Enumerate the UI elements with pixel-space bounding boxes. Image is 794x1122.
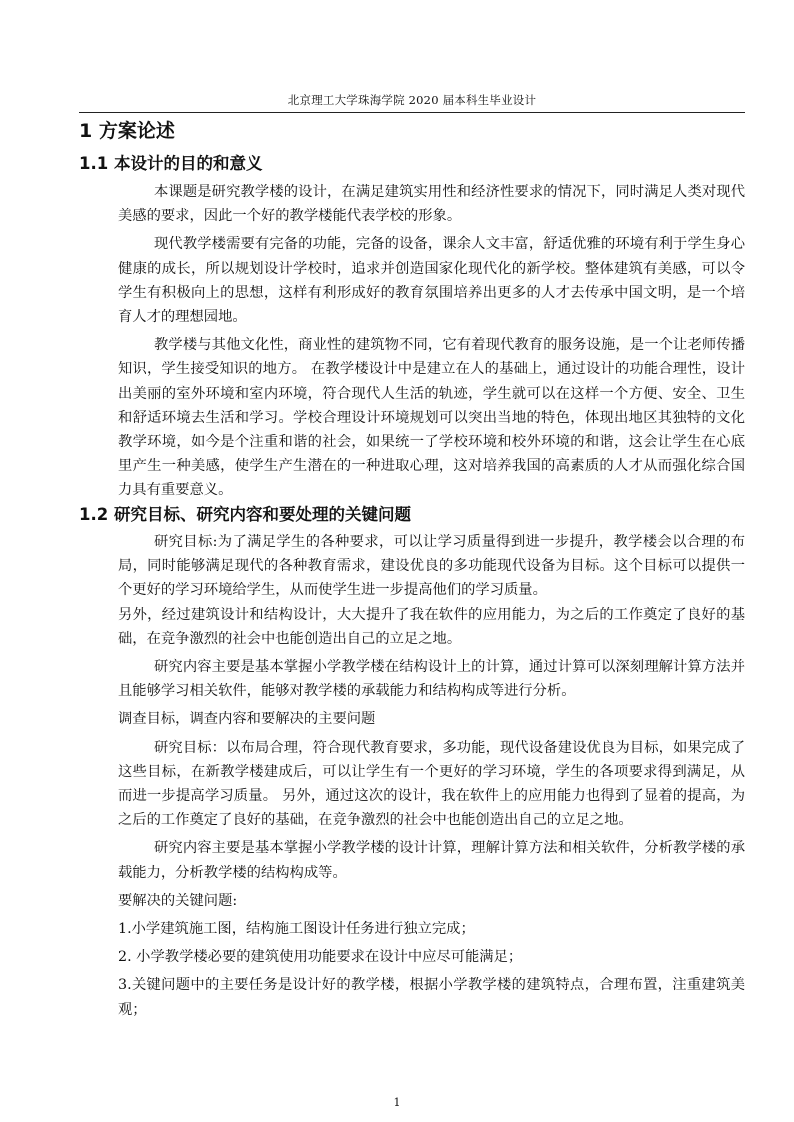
page-header: 北京理工大学珠海学院 2020 届本科生毕业设计 xyxy=(287,93,537,107)
section-1-2-body xyxy=(118,530,745,1022)
page-number: 1 xyxy=(393,1096,401,1109)
section-title-1-2: 1.2 研究目标、研究内容和要处理的关键问题 xyxy=(79,505,411,524)
section-1-1-body xyxy=(118,180,745,503)
paragraph: 教学楼与其他文化性，商业性的建筑物不同，它有着现代教育的服务设施，是一个让老师传播知识，学生接受知识的地方。 在教学楼设计中是建立在人的基础上，通过设计的功能合理性，设计出美丽的室外环境和室内环境，符合现代人生活的轨迹，学生就可以在这样一个方便、安全、卫生和舒适环境去生活和学习。学校合理设计环境规划可以突出当地的特色，体现出地区其独特的文化教学环境，如今是个注重和谐的社会，如果统一了学校环境和校外环境的和谐，这会让学生在心底里产生一种美感，使学生产生潜在的一种进取心理，这对培养我国的高素质的人才从而强化综合国力具有重要意义。 xyxy=(118,337,745,499)
paragraph: 调查目标，调查内容和要解决的主要问题 xyxy=(118,711,376,728)
paragraph: 研究内容主要是基本掌握小学教学楼在结构设计上的计算，通过计算可以深刻理解计算方法并且能够学习相关软件，能够对教学楼的承载能力和结构构成等进行分析。 xyxy=(118,659,745,700)
paragraph: 要解决的关键问题: xyxy=(118,892,238,909)
paragraph: 另外，经过建筑设计和结构设计，大大提升了我在软件的应用能力，为之后的工作奠定了良好的基础，在竞争激烈的社会中也能创造出自己的立足之地。 xyxy=(118,606,745,647)
chapter-title: 1 方案论述 xyxy=(79,120,175,142)
header-rule xyxy=(79,112,745,113)
list-item: 2. 小学教学楼必要的建筑使用功能要求在设计中应尽可能满足； xyxy=(118,949,523,966)
paragraph: 研究目标：以布局合理，符合现代教育要求，多功能，现代设备建设优良为目标，如果完成了这些目标，在新教学楼建成后，可以让学生有一个更好的学习环境，学生的各项要求得到满足，从而进一步提高学习质量。 另外，通过这次的设计，我在软件上的应用能力也得到了显着的提高，为之后的工作奠定了良好的基础，在竞争激烈的社会中也能创造出自己的立足之地。 xyxy=(118,739,745,829)
paragraph: 本课题是研究教学楼的设计，在满足建筑实用性和经济性要求的情况下，同时满足人类对现代美感的要求，因此一个好的教学楼能代表学校的形象。 xyxy=(118,184,745,225)
paragraph: 现代教学楼需要有完备的功能，完备的设备，课余人文丰富，舒适优雅的环境有利于学生身心健康的成长，所以规划设计学校时，追求并创造国家化现代化的新学校。整体建筑有美感，可以令学生有积极向上的思想，这样有利形成好的教育氛围培养出更多的人才去传承中国文明，是一个培育人才的理想园地。 xyxy=(118,236,745,326)
section-title-1-1: 1.1 本设计的目的和意义 xyxy=(79,154,263,173)
list-item: 3.关键问题中的主要任务是设计好的教学楼，根据小学教学楼的建筑特点，合理布置，注重建筑美观； xyxy=(118,977,745,1018)
list-item: 1.小学建筑施工图，结构施工图设计任务进行独立完成； xyxy=(118,921,475,938)
paragraph: 研究内容主要是基本掌握小学教学楼的设计计算，理解计算方法和相关软件，分析教学楼的承载能力，分析教学楼的结构构成等。 xyxy=(118,840,745,881)
paragraph: 研究目标:为了满足学生的各种要求，可以让学习质量得到进一步提升，教学楼会以合理的布局，同时能够满足现代的各种教育需求，建设优良的多功能现代设备为目标。这个目标可以提供一个更好的学习环境给学生，从而使学生进一步提高他们的学习质量。 xyxy=(118,534,745,599)
